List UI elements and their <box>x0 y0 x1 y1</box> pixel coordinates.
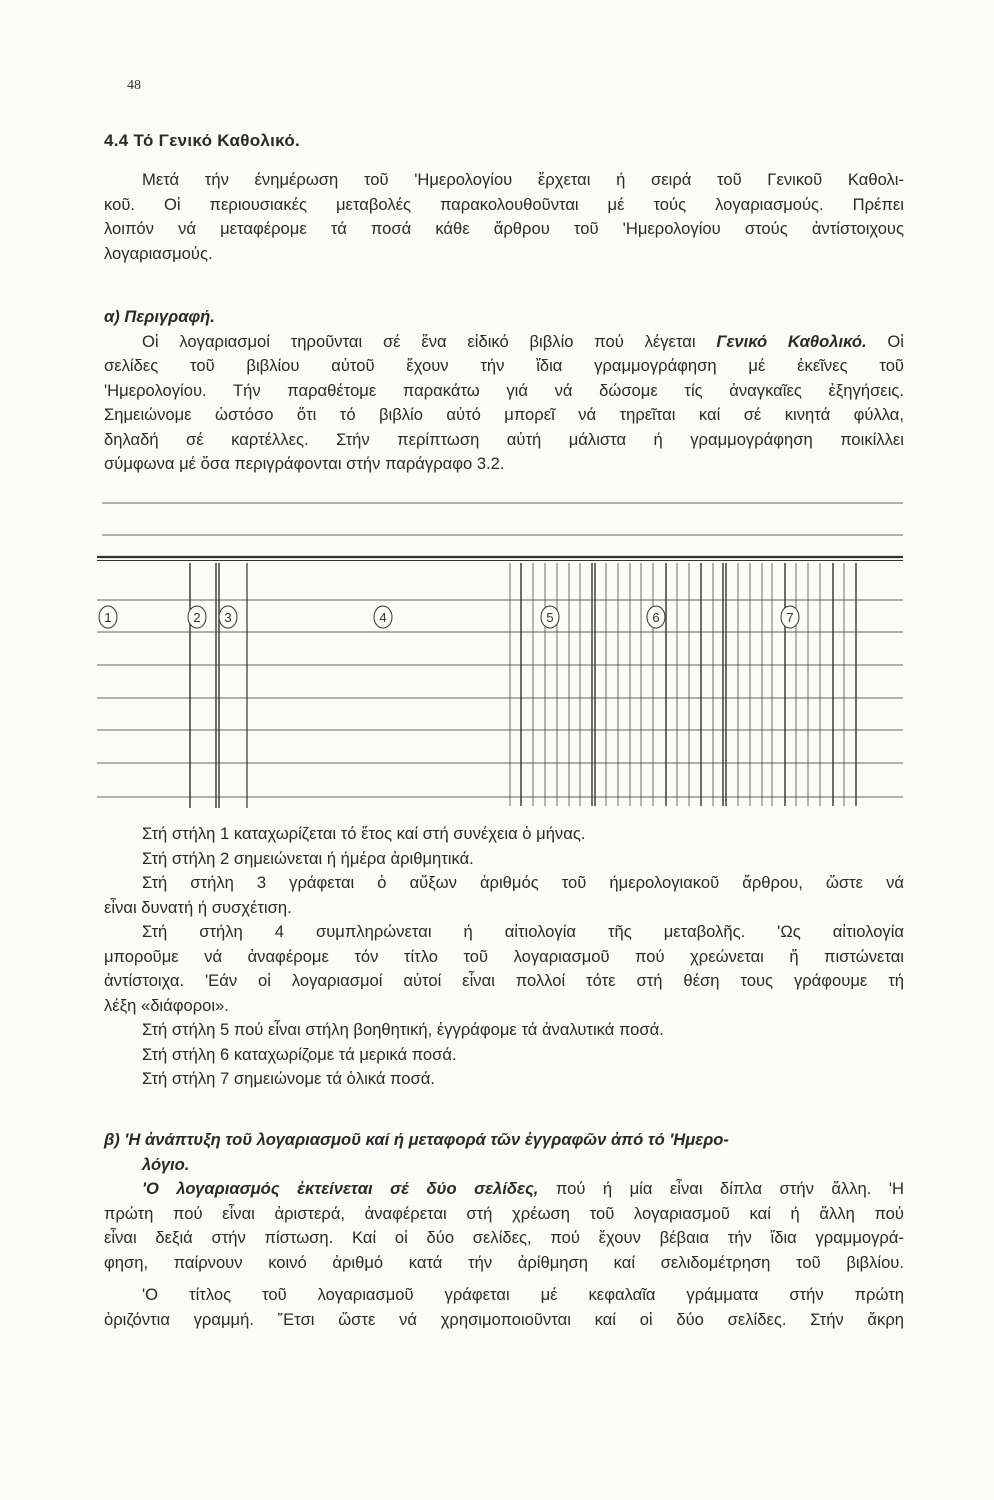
column-note-line: εἶναι δυνατή ή συσχέτιση. <box>104 897 292 917</box>
emphasis-text: Γενικό Καθολικό. <box>716 331 867 351</box>
emphasis-text: 'Ο λογαριασμός ἐκτείνεται σέ δύο σελίδες, <box>142 1179 539 1198</box>
column-number-label: 4 <box>379 610 387 625</box>
subsection-b <box>104 1128 904 1332</box>
text-line: Μετά τήν ένημέρωση τοῦ 'Ημερολογίου ἔρχεται ή σειρά τοῦ Γενικοῦ Καθολι- <box>142 170 904 189</box>
column-number-label: 6 <box>652 610 660 625</box>
column-number-label: 7 <box>786 610 794 625</box>
text-line: πρώτη πού εἶναι ἀριστερά, ἀναφέρεται στή χρέωση τοῦ λογαριασμοῦ καί ή ἄλλη πού <box>104 1203 904 1223</box>
text-line: εἶναι δεξιά στήν πίστωση. Καί οἱ δύο σελίδες, πού ἔχουν βέβαια τήν ἴδια γραμμογρά- <box>104 1228 904 1247</box>
text-line: 'Ημερολογίου. Τήν παραθέτομε παρακάτω γιά νά δώσομε τίς ἀναγκαῖες ἐξηγήσεις. <box>104 380 904 400</box>
text-line: σύμφωνα μέ ὅσα περιγράφονται στήν παράγραφο 3.2. <box>104 454 505 473</box>
column-note-line: ἀντίστοιχα. 'Εάν οἱ λογαριασμοί αὐτοί εἶναι πολλοί τότε στή θέση τους γράφουμε τή <box>104 971 904 990</box>
text-line: 'Ο τίτλος τοῦ λογαριασμοῦ γράφεται μέ κεφαλαῖα γράμματα στήν πρώτη <box>142 1285 904 1304</box>
subsection-b-title-cont: λόγιο. <box>142 1154 190 1174</box>
column-note-line: Στή στήλη 5 πού εἶναι στήλη βοηθητική, ἐγγράφομε τά ἀναλυτικά ποσά. <box>142 1020 664 1039</box>
text-line: φηση, παίρνουν κοινό ἀριθμό κατά τήν ἀρίθμηση καί σελιδομέτρηση τοῦ βιβλίου. <box>104 1252 904 1272</box>
text-run: πού ή μία εἶναι δίπλα στήν ἄλλη. 'Η <box>538 1179 905 1198</box>
section-title: 4.4 Τό Γενικό Καθολικό. <box>104 131 301 150</box>
text-run: Οἱ λογαριασμοί τηροῦνται σέ ἕνα εἰδικό βιβλίο πού λέγεται <box>142 331 717 351</box>
column-note-line: Στή στήλη 2 σημειώνεται ή ήμέρα ἀριθμητικά. <box>142 848 474 868</box>
column-note-line: Στή στήλη 1 καταχωρίζεται τό ἔτος καί στή συνέχεια ὁ μήνας. <box>142 824 586 843</box>
column-note-line: μποροῦμε νά ἀναφέρομε τόν τίτλο τοῦ λογαριασμοῦ πού χρεώνεται ἤ πιστώνεται <box>104 946 904 966</box>
text-line: ὁριζόντια γραμμή. ῎Ετσι ὥστε νά χρησιμοποιοῦνται καί οἱ δύο σελίδες. Στήν ἄκρη <box>104 1309 904 1329</box>
column-number-label: 5 <box>546 610 554 625</box>
text-line: σελίδες τοῦ βιβλίου αὐτοῦ ἔχουν τήν ἴδια γραμμογράφηση μέ ἐκεῖνες τοῦ <box>104 356 904 375</box>
column-note-line: Στή στήλη 3 γράφεται ὁ αὔξων ἀριθμός τοῦ ήμερολογιακοῦ ἄρθρου, ὥστε νά <box>142 873 904 892</box>
column-notes <box>104 822 904 1092</box>
text-line: λοιπόν νά μεταφέρομε τά ποσά κάθε ἄρθρου τοῦ 'Ημερολογίου στούς ἀντίστοιχους <box>104 219 904 238</box>
text-line: κοῦ. Οἱ περιουσιακές μεταβολές παρακολουθοῦνται μέ τούς λογαριασμούς. Πρέπει <box>104 194 904 214</box>
column-note-line: λέξη «διάφοροι». <box>104 995 229 1015</box>
text-run: Οἱ <box>866 331 904 351</box>
subsection-a-title: α) Περιγραφή. <box>104 307 215 326</box>
column-note-line: Στή στήλη 7 σημειώνομε τά ὁλικά ποσά. <box>142 1069 435 1088</box>
text-line: Σημειώνομε ὡστόσο ὅτι τό βιβλίο αὐτό μπορεῖ νά τηρεῖται καί σέ κινητά φύλλα, <box>104 405 904 424</box>
subsection-b-title: β) 'Η ἀνάπτυξη τοῦ λογαριασμοῦ καί ή μεταφορά τῶν ἐγγραφῶν ἀπό τό 'Ημερο- <box>104 1130 729 1149</box>
column-note-line: Στή στήλη 4 συμπληρώνεται ή αἰτιολογία τῆς μεταβολῆς. 'Ως αἰτιολογία <box>142 922 904 941</box>
column-note-line: Στή στήλη 6 καταχωρίζομε τά μερικά ποσά. <box>142 1044 457 1064</box>
column-number-label: 1 <box>104 610 112 625</box>
text-line: λογαριασμούς. <box>104 243 213 263</box>
column-number-label: 3 <box>224 610 232 625</box>
text-line: δηλαδή σέ καρτέλλες. Στήν περίπτωση αὐτή μάλιστα ή γραμμογράφηση ποικίλλει <box>104 429 904 449</box>
page-number: 48 <box>127 78 141 93</box>
column-number-label: 2 <box>193 610 201 625</box>
text-line <box>104 1177 904 1202</box>
